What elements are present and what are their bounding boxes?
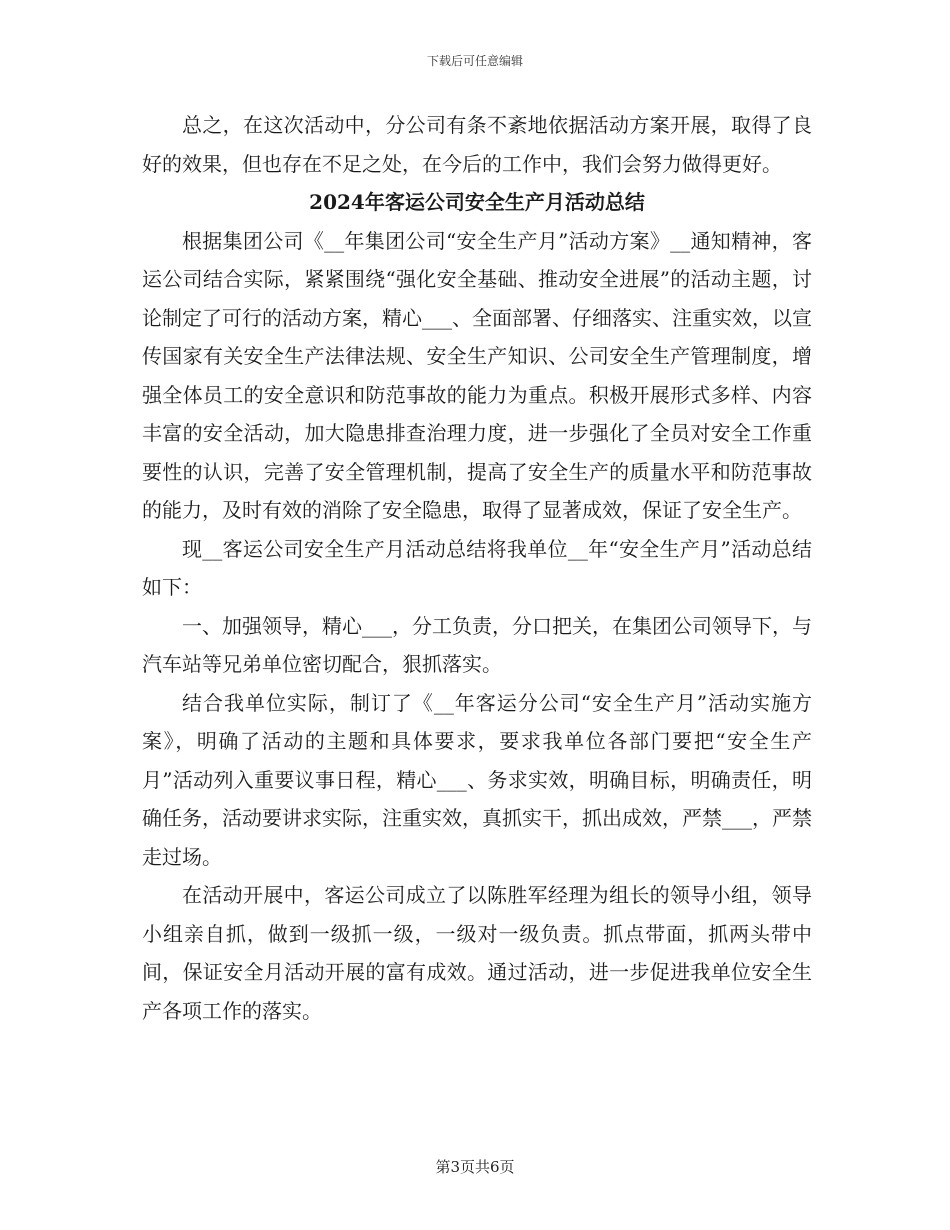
- paragraph: 在活动开展中，客运公司成立了以陈胜军经理为组长的领导小组，领导小组亲自抓，做到一级抓一级，一级对一级负责。抓点带面，抓两头带中间，保证安全月活动开展的富有成效。通过活动，进一步促进我单位安全生产各项工作的落实。: [142, 883, 812, 1023]
- paragraph: 结合我单位实际，制订了《__年客运分公司“安全生产月”活动实施方案》，明确了活动的主题和具体要求，要求我单位各部门要把“安全生产月”活动列入重要议事日程，精心___、务求实效，明确目标，明确责任，明确任务，活动要讲求实际，注重实效，真抓实干，抓出成效，严禁___，严禁走过场。: [142, 690, 812, 869]
- paragraph: 根据集团公司《__年集团公司“安全生产月”活动方案》__通知精神，客运公司结合实际，紧紧围绕“强化安全基础、推动安全进展”的活动主题，讨论制定了可行的活动方案，精心___、全面部署、仔细落实、注重实效，以宣传国家有关安全生产法律法规、安全生产知识、公司安全生产管理制度，增强全体员工的安全意识和防范事故的能力为重点。积极开展形式多样、内容丰富的安全活动，加大隐患排查治理力度，进一步强化了全员对安全工作重要性的认识，完善了安全管理机制，提高了安全生产的质量水平和防范事故的能力，及时有效的消除了安全隐患，取得了显著成效，保证了安全生产。: [142, 228, 812, 522]
- page-header: 下载后可任意编辑: [426, 54, 523, 68]
- document-body: [142, 106, 812, 1030]
- page-footer: 第3页共6页: [435, 1158, 515, 1176]
- paragraph: 一、加强领导，精心___，分工负责，分口把关，在集团公司领导下，与汽车站等兄弟单位密切配合，狠抓落实。: [142, 613, 812, 676]
- paragraph: 现__客运公司安全生产月活动总结将我单位__年“安全生产月”活动总结如下：: [142, 536, 812, 599]
- intro-paragraph: 总之，在这次活动中，分公司有条不紊地依据活动方案开展，取得了良好的效果，但也存在不足之处，在今后的工作中，我们会努力做得更好。: [142, 113, 812, 176]
- document-title: 2024年客运公司安全生产月活动总结: [309, 190, 645, 214]
